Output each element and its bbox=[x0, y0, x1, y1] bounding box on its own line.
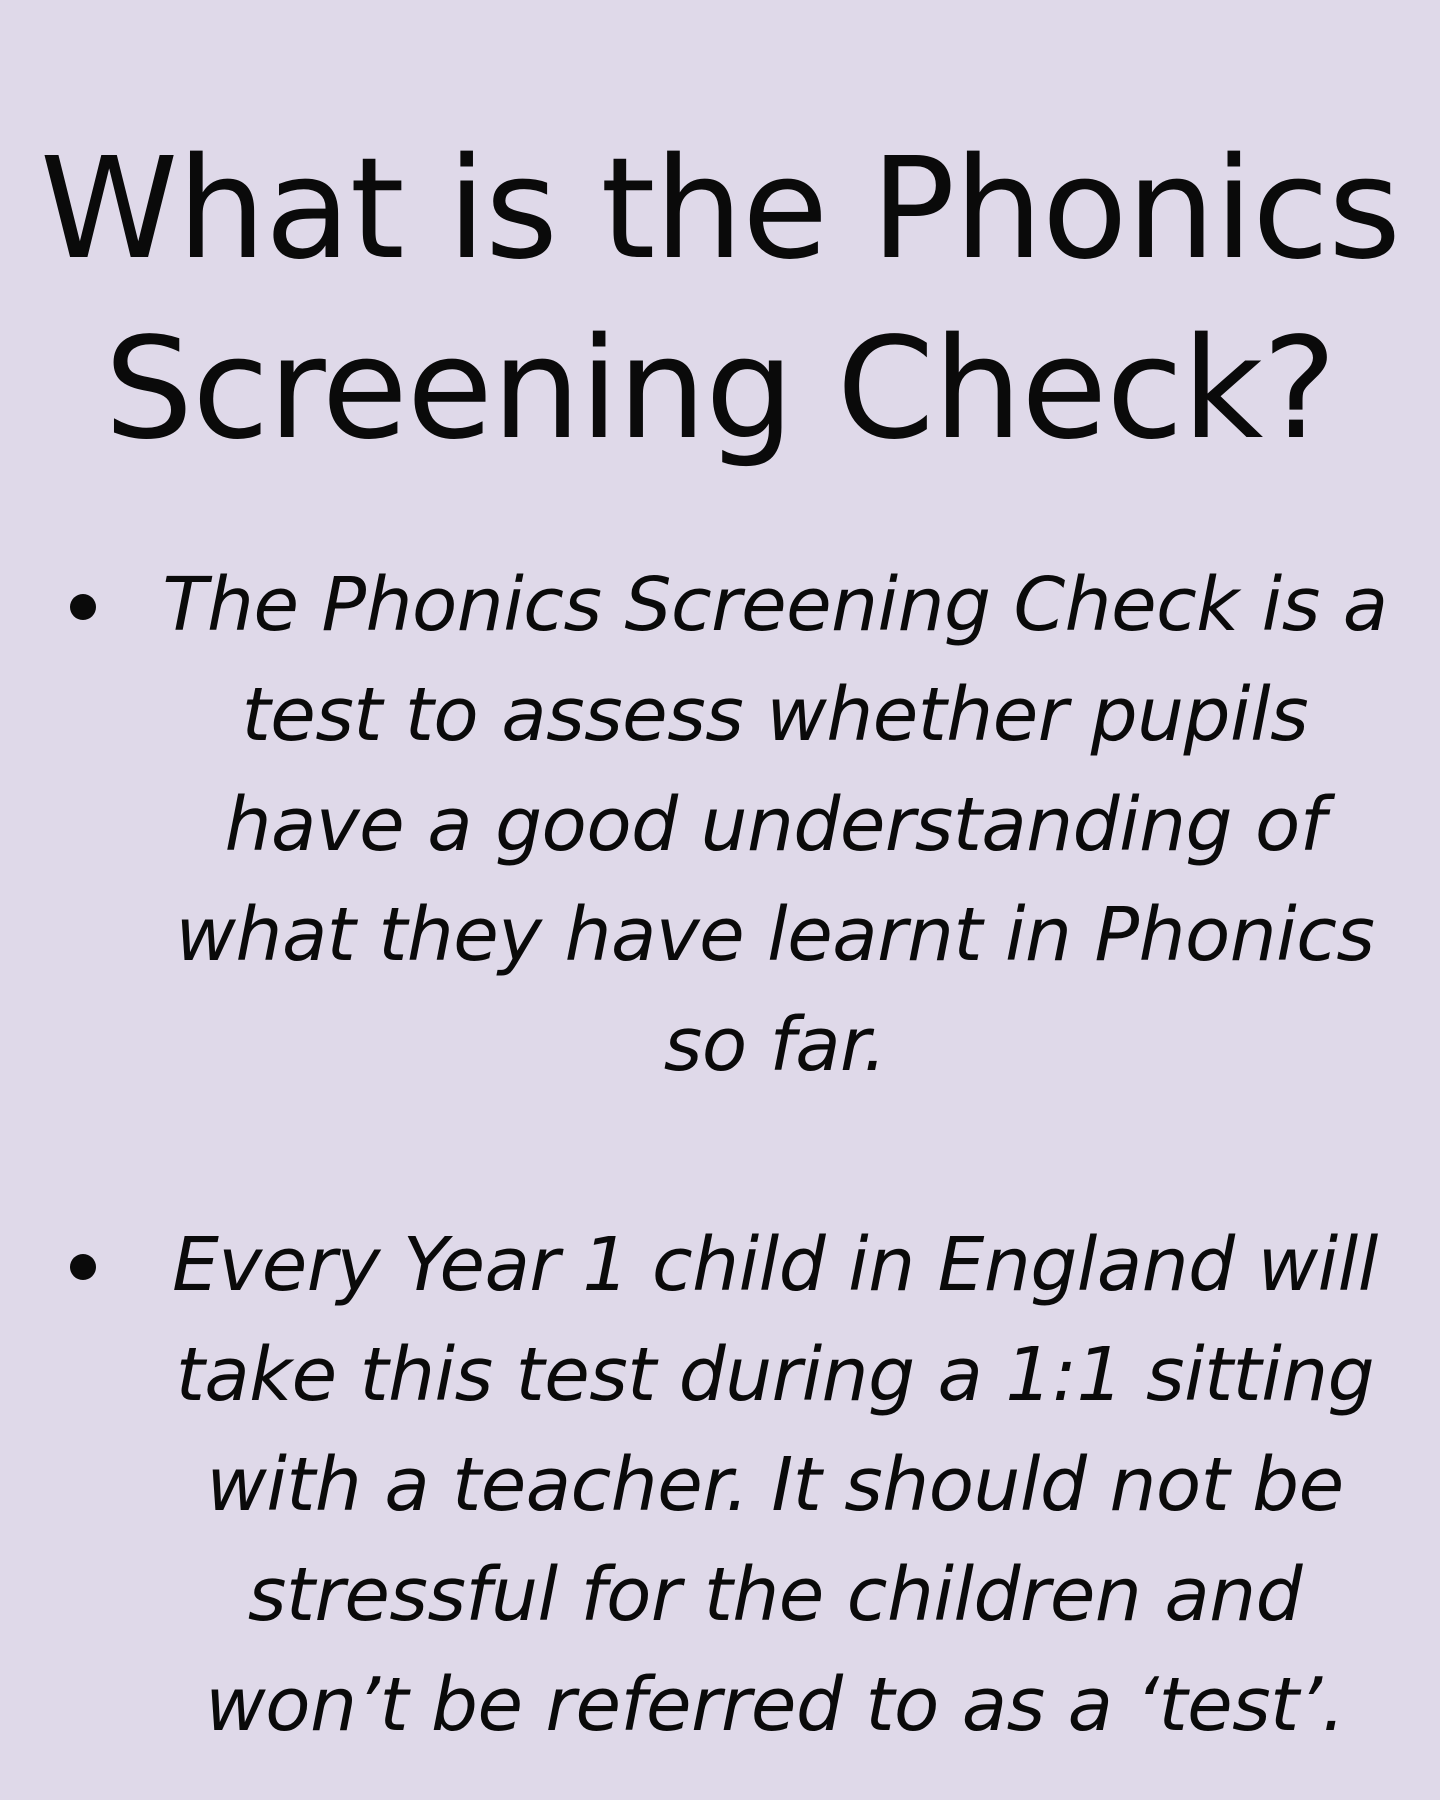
bullet-item-what-it-is bbox=[0, 550, 1440, 1100]
bullet-text: Every Year 1 child in England will take this test during a 1:1 sitting with a teacher. It should not be stressful for the children and won’t be referred to as a ‘test’. bbox=[172, 1222, 1378, 1748]
page-title: What is the Phonics Screening Check? bbox=[39, 128, 1401, 471]
bullet-dot-icon bbox=[70, 1254, 96, 1280]
bullet-list bbox=[0, 550, 1440, 1760]
bullet-item-who-takes-it bbox=[0, 1210, 1440, 1760]
bullet-text: The Phonics Screening Check is a test to assess whether pupils have a good understanding of what they have learnt in Phonics so far. bbox=[162, 562, 1388, 1088]
bullet-dot-icon bbox=[70, 594, 96, 620]
